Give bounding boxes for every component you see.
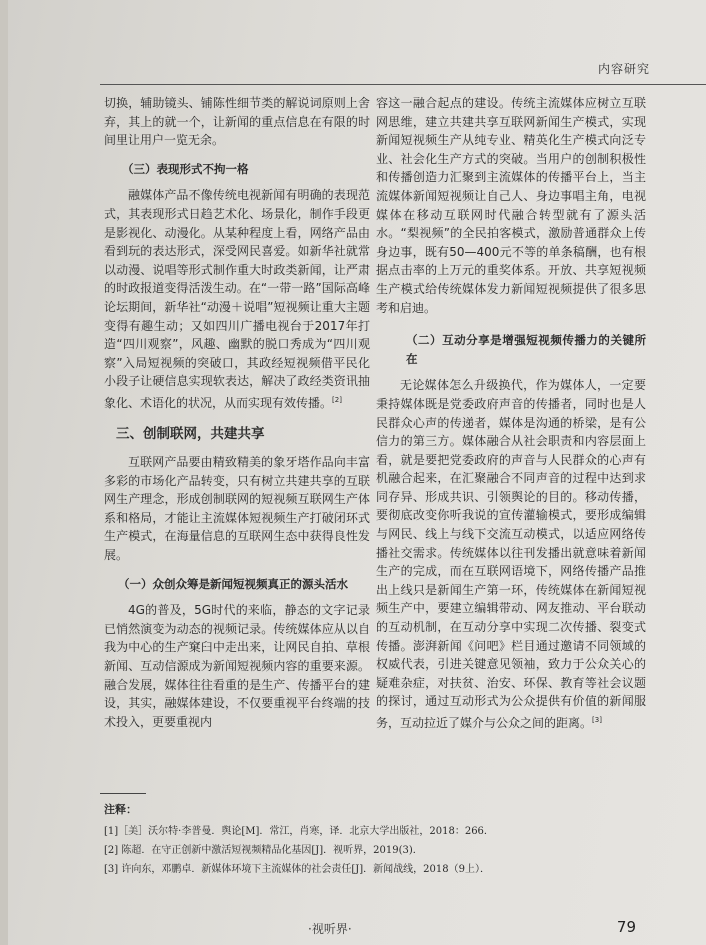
subheading-3: （三）表现形式不拘一格	[122, 161, 249, 176]
subheading-2: （二）互动分享是增强短视频传播力的关键所在	[406, 333, 646, 366]
note-item: [1]［美］沃尔特·李普曼．舆论[M]．常江，肖寒，译．北京大学出版社，2018：266．	[104, 826, 494, 837]
reference-mark-2: [2]	[332, 395, 342, 404]
page	[8, 0, 706, 945]
left-paragraph-2	[104, 186, 370, 412]
left-paragraph-4: 4G的普及，5G时代的来临，静态的文字记录已悄然演变为动态的视频记录。传统媒体应从以自我为中心的生产窠臼中走出来，让网民自拍、草根新闻、互动信源成为新闻短视频内容的重要来源。融合发展，媒体往往看重的是生产、传播平台的建设，其实，融媒体建设，不仅要重视平台终端的技术投入，更要重视内	[104, 603, 370, 729]
header-section-title: 内容研究	[597, 62, 650, 76]
left-paragraph-3: 互联网产品要由精致精美的象牙塔作品向丰富多彩的市场化产品转变，只有树立共建共享的互联网生产理念，形成创制联网的短视频互联网生产体系和格局，才能让主流媒体短视频生产打破闭环式生产模式，在海量信息的互联网生态中获得良性发展。	[104, 455, 370, 563]
subheading-1: （一）众创众筹是新闻短视频真正的源头活水	[118, 576, 348, 591]
footer-magazine-name: ·视听界·	[308, 922, 352, 936]
right-paragraph-1: 容这一融合起点的建设。传统主流媒体应树立互联网思维，建立共建共享互联网新闻生产模式，实现新闻短视频生产从纯专业、精英化生产模式向泛专业、社会化生产方式的突破。当用户的创制积极性和传播创造力汇聚到主流媒体的传播平台上，当主流媒体新闻短视频让自己人、身边事唱主角，电视媒体在移动互联网时代融合转型就有了源头活水。“梨视频”的全民拍客模式，激励普通群众上传身边事，既有50—400元不等的单条稿酬，也有根据点击率的上万元的重奖体系。开放、共享短视频生产模式给传统媒体发力新闻短视频提供了很多思考和启迪。	[376, 96, 646, 315]
notes-divider	[100, 793, 146, 794]
header-rule	[100, 84, 706, 85]
left-paragraph-1: 切换，辅助镜头、铺陈性细节类的解说词原则上舍弃，其上的就一个，让新闻的重点信息在有限的时间里让用户一览无余。	[104, 96, 370, 148]
left-column	[104, 94, 370, 731]
right-paragraph-2-text: 无论媒体怎么升级换代，作为媒体人，一定要秉持媒体既是党委政府声音的传播者，同时也是人民群众心声的传递者，媒体是沟通的桥梁，是有公信力的第三方。媒体融合从社会职责和内容层面上看，就是要把党委政府的声音与人民群众的心声有机融合起来，在汇聚融合不同声音的过程中达到求同存异、形成共识、引领舆论的目的。移动传播，要彻底改变你听我说的宣传灌输模式，要形成编辑与网民、线上与线下交流互动模式，以适应网络传播社交需求。传统媒体以往刊发播出就意味着新闻生产的完成，而在互联网语境下，网络传播产品推出上线只是新闻生产第一环，传统媒体在新闻短视频生产中，要建立编辑带动、网友推动、平台联动的互动机制，在互动分享中实现二次传播、裂变式传播。澎湃新闻《问吧》栏目通过邀请不同领域的权威代表，引进关键意见领袖，致力于公众关心的疑难杂症，对扶贫、治安、环保、教育等社会议题的探讨，通过互动形式为公众提供有价值的新闻服务，互动拉近了媒介与公众之间的距离。	[376, 378, 646, 730]
section-heading-3: 三、创制联网，共建共享	[116, 425, 265, 442]
right-paragraph-2	[376, 376, 646, 732]
page-number: 79	[616, 918, 636, 936]
notes-title: 注释：	[104, 803, 137, 816]
notes-block	[104, 800, 644, 879]
right-column	[376, 94, 646, 733]
note-item: [3] 许向东，邓鹏卓．新媒体环境下主流媒体的社会责任[J]．新闻战线，2018（9上）．	[104, 864, 490, 875]
note-item: [2] 陈超．在守正创新中激活短视频精品化基因[J]．视听界，2019(3)．	[104, 845, 423, 856]
left-paragraph-2-text: 融媒体产品不像传统电视新闻有明确的表现范式，其表现形式日趋艺术化、场景化，制作手段更是影视化、动漫化。从某种程度上看，网络产品由看到玩的表达形式，深受网民喜爱。如新华社就常以动漫、说唱等形式制作重大时政类新闻，让严肃的时政报道变得活泼生动。在“一带一路”国际高峰论坛期间，新华社“动漫＋说唱”短视频让重大主题变得有趣生动；又如四川广播电视台于2017年打造“四川观察”，风趣、幽默的脱口秀成为“四川观察”入局短视频的突破口，其政经短视频借平民化小段子让硬信息实现软表达，解决了政经类资讯抽象化、术语化的状况，从而实现有效传播。	[104, 188, 370, 410]
reference-mark-3: [3]	[592, 716, 602, 724]
